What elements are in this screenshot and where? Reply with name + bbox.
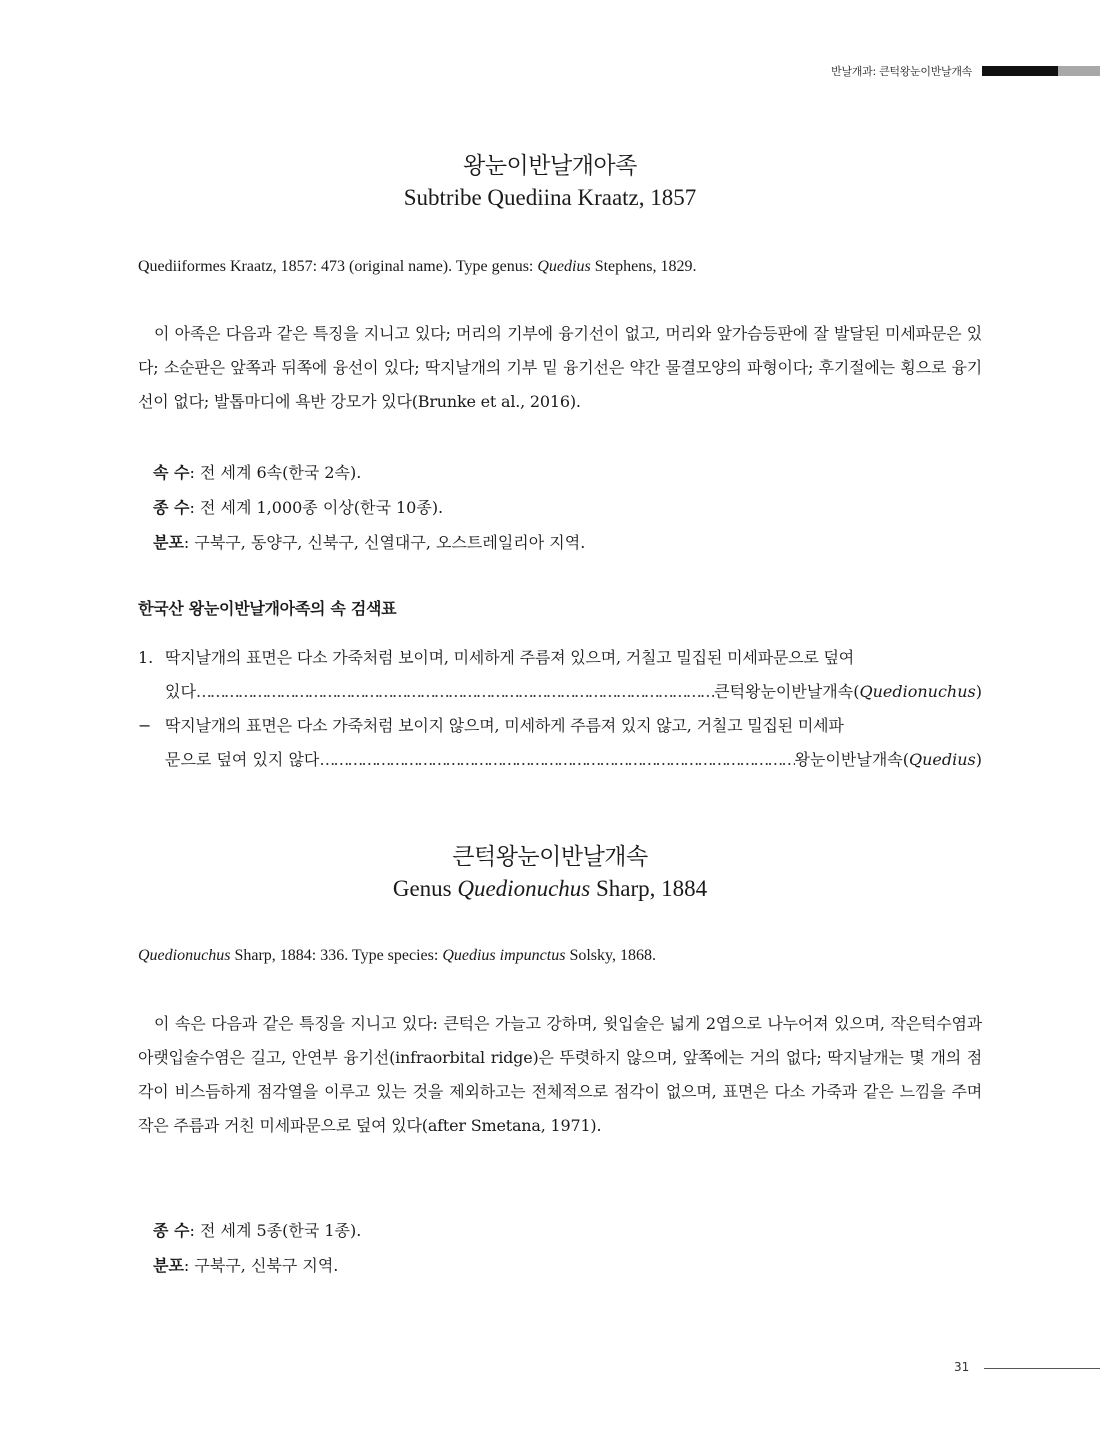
genus-ref-mid: Sharp, 1884: 336. Type species: xyxy=(230,947,443,964)
leader-dots xyxy=(196,675,714,709)
genus-distribution xyxy=(153,1255,338,1277)
subtribe-distribution xyxy=(153,532,585,554)
genus-title-ko: 큰턱왕눈이반날개속 xyxy=(452,844,648,870)
key-couplet-2-number: − xyxy=(138,716,152,735)
species-count-value: : 전 세계 1,000종 이상(한국 10종). xyxy=(189,498,444,517)
genus-description-text: 이 속은 다음과 같은 특징을 지니고 있다: 큰턱은 가늘고 강하며, 윗입술은 넓게 2엽으로 나누어져 있으며, 작은턱수염과 아랫입술수염은 길고, 안연부 융기선(infraorbital ridge)은 뚜렷하지 않으며, 앞쪽에는 거의 없다; 딱지날개는 몇 개의 점각이 비스듬하게 점각열을 이루고 있는 것을 제외하고는 전체적으로 점각이 없으며, 표면은 다소 가죽과 같은 느낌을 주며 작은 주름과 거친 미세파문으로 덮여 있다(after Smetana, 1971). xyxy=(138,1014,982,1135)
running-head-bar-light xyxy=(1058,66,1100,76)
distribution-label: 분포 xyxy=(153,533,184,552)
key-couplet-1-line-1 xyxy=(138,641,982,675)
genus-title-en: Genus Quedionuchus Sharp, 1884 xyxy=(392,876,708,901)
running-head-bar-dark xyxy=(982,66,1058,76)
genus-description xyxy=(138,1007,982,1143)
key-couplet-2-line-1 xyxy=(138,709,982,743)
subtribe-title-ko: 왕눈이반날개아족 xyxy=(463,153,637,179)
subtribe-title-en: Subtribe Quediina Kraatz, 1857 xyxy=(403,185,697,210)
genus-ref-species: Quedius impunctus xyxy=(442,947,566,964)
genus-count-value: : 전 세계 6속(한국 2속). xyxy=(189,463,362,482)
leader-dots xyxy=(319,743,794,777)
key-heading: 한국산 왕눈이반날개아족의 속 검색표 xyxy=(138,599,397,618)
identification-key xyxy=(138,641,982,777)
genus-title xyxy=(0,841,1100,905)
page-number-rule xyxy=(984,1368,1100,1369)
running-head xyxy=(831,64,1100,78)
running-head-text: 반날개과: 큰턱왕눈이반날개속 xyxy=(831,65,972,78)
genus-title-name: Quedionuchus xyxy=(457,876,591,901)
key-couplet-2-line-2 xyxy=(138,743,982,777)
key-couplet-2-text: 딱지날개의 표면은 다소 가죽처럼 보이지 않으며, 미세하게 주름져 있지 않고, 거칠고 밀집된 미세파 xyxy=(165,716,844,735)
key-couplet-2-text-end: 문으로 덮여 있지 않다 xyxy=(165,750,320,769)
subtribe-genus-count xyxy=(153,462,361,484)
genus-ref-post: Solsky, 1868. xyxy=(565,947,656,964)
genus-ref-genus: Quedionuchus xyxy=(138,947,231,964)
key-couplet-1-text-end: 있다 xyxy=(165,682,196,701)
key-couplet-2-genus: Quedius xyxy=(908,750,976,769)
species-count-label: 종 수 xyxy=(153,498,190,517)
key-couplet-1-text: 딱지날개의 표면은 다소 가죽처럼 보이며, 미세하게 주름져 있으며, 거칠고 밀집된 미세파문으로 덮여 xyxy=(165,648,855,667)
genus-species-count-label: 종 수 xyxy=(153,1221,190,1240)
subtribe-reference xyxy=(138,256,982,278)
genus-species-count-value: : 전 세계 5종(한국 1종). xyxy=(189,1221,362,1240)
page-number: 31 xyxy=(954,1360,970,1374)
key-couplet-1-result: 큰턱왕눈이반날개속(Quedionuchus) xyxy=(714,682,982,701)
genus-distribution-value: : 구북구, 신북구 지역. xyxy=(183,1256,339,1275)
genus-species-count xyxy=(153,1220,361,1242)
distribution-value: : 구북구, 동양구, 신북구, 신열대구, 오스트레일리아 지역. xyxy=(183,533,586,552)
key-couplet-1-line-2 xyxy=(138,675,982,709)
subtribe-ref-pre: Quediiformes Kraatz, 1857: 473 (original name). Type genus: xyxy=(138,258,538,275)
key-couplet-2-result: 왕눈이반날개속(Quedius) xyxy=(794,750,982,769)
genus-reference xyxy=(138,945,982,967)
subtribe-ref-genus: Quedius xyxy=(537,258,591,275)
subtribe-title xyxy=(0,150,1100,214)
genus-distribution-label: 분포 xyxy=(153,1256,184,1275)
genus-count-label: 속 수 xyxy=(153,463,190,482)
subtribe-description-text: 이 아족은 다음과 같은 특징을 지니고 있다; 머리의 기부에 융기선이 없고, 머리와 앞가슴등판에 잘 발달된 미세파문은 있다; 소순판은 앞쪽과 뒤쪽에 융선이 있다; 딱지날개의 기부 밑 융기선은 약간 물결모양의 파형이다; 후기절에는 횡으로 융기선이 없다; 발톱마디에 욕반 강모가 있다(Brunke et al., 2016). xyxy=(138,324,982,411)
subtribe-description xyxy=(138,317,982,419)
key-couplet-1-number: 1. xyxy=(138,648,154,667)
subtribe-species-count xyxy=(153,497,443,519)
key-couplet-1-genus: Quedionuchus xyxy=(859,682,976,701)
subtribe-ref-post: Stephens, 1829. xyxy=(590,258,697,275)
